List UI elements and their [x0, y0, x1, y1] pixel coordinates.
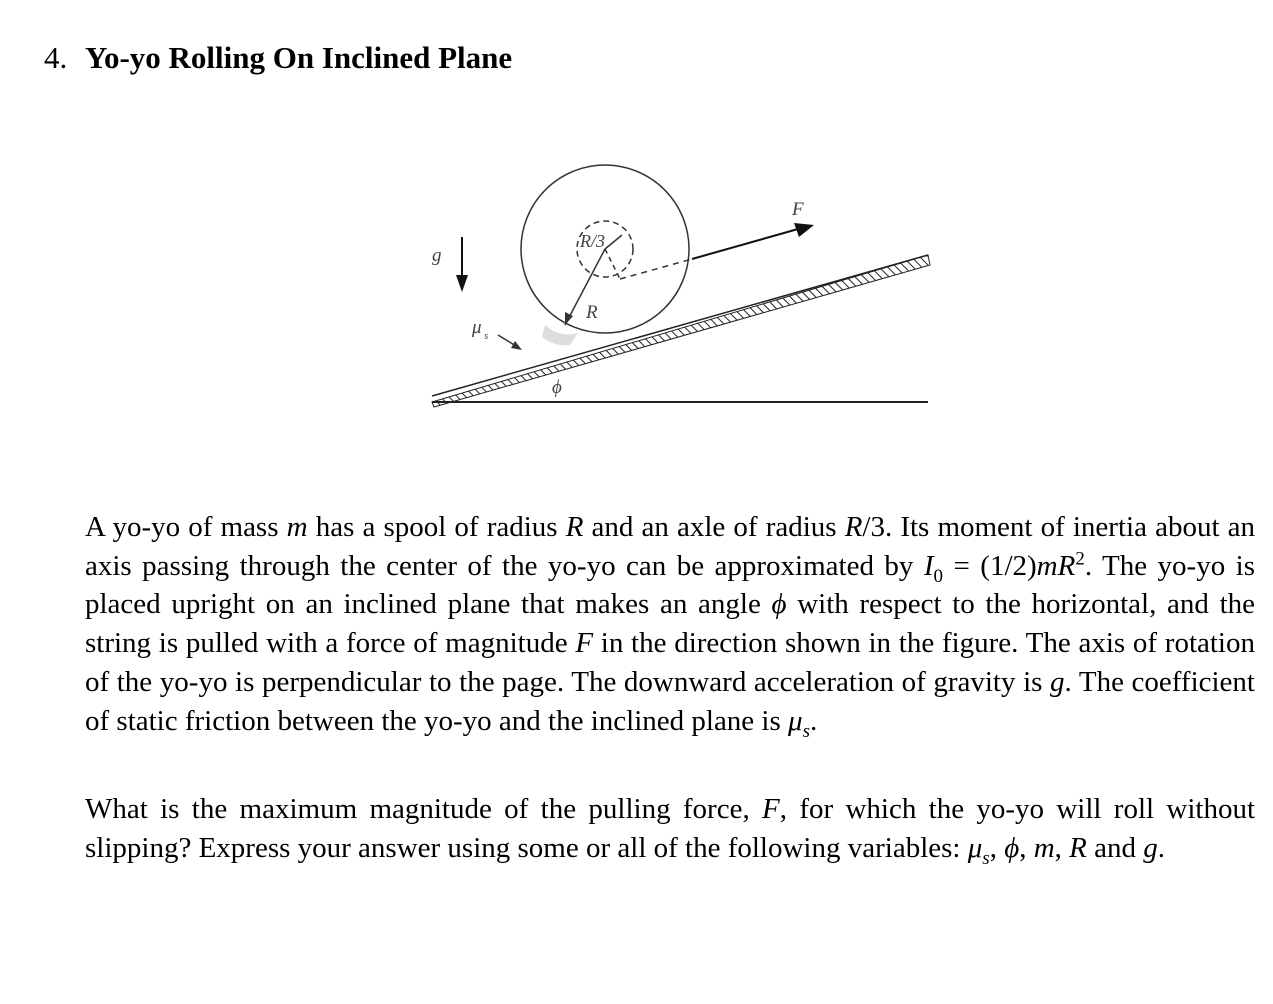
exponent: 2: [1075, 548, 1085, 570]
label-mu-sub: s: [484, 330, 489, 342]
label-r: R: [586, 302, 598, 323]
var-m: m: [1033, 831, 1055, 864]
text-run: ,: [1054, 831, 1070, 864]
figure-svg: [410, 155, 950, 415]
text-run: A yo-yo of mass: [85, 511, 287, 543]
force-arrow: [692, 229, 798, 259]
label-f: F: [792, 199, 804, 220]
label-mu: μ: [472, 317, 482, 338]
text-run: = (1/2): [943, 549, 1037, 582]
var-mr: mR: [1036, 549, 1076, 582]
var-r: R: [565, 511, 584, 543]
var-mu: μ: [788, 704, 803, 737]
var-mu: μ: [967, 831, 983, 864]
var-g: g: [1050, 665, 1065, 698]
contact-shade: [542, 325, 578, 345]
text-run: .: [810, 704, 818, 737]
problem-title: Yo-yo Rolling On Inclined Plane: [85, 40, 513, 75]
problem-paragraph-1: [85, 508, 1255, 740]
text-run: What is the maximum magnitude of the pulling force,: [85, 793, 763, 825]
var-mu-subscript: s: [982, 847, 990, 869]
text-run: with respect to the horizontal, and the string is pulled with a force of magnitude: [85, 588, 1255, 660]
text-run: /3. Its moment of inertia about an axis passing through the center of the yo-yo can be approximated by: [85, 511, 1255, 582]
text-run: and: [1086, 831, 1144, 864]
text-run: . The coefficient of static friction between the yo-yo and the inclined plane is: [85, 665, 1255, 737]
label-phi: ϕ: [552, 377, 562, 398]
text-run: and an axle of radius: [583, 511, 845, 543]
text-run: ,: [989, 831, 1005, 864]
text-run: , for which the yo-yo will roll without slipping? Express your answer using some or all of the following variables:: [85, 793, 1256, 864]
var-phi: ϕ: [1004, 831, 1020, 864]
problem-paragraph-2: [85, 790, 1255, 867]
gravity-arrowhead: [456, 275, 468, 292]
text-run: . The yo-yo is placed upright on an inclined plane that makes an angle: [85, 549, 1255, 621]
label-r3: R/3: [580, 231, 605, 251]
var-i-subscript: 0: [933, 565, 944, 587]
text-run: ,: [1019, 831, 1034, 864]
text-run: .: [1157, 831, 1165, 864]
label-g: g: [432, 245, 442, 266]
friction-pointer-head: [511, 341, 522, 350]
var-f: F: [762, 793, 780, 825]
var-m: m: [286, 511, 308, 543]
var-f: F: [575, 627, 594, 660]
var-r: R: [844, 511, 863, 543]
text-run: has a spool of radius: [307, 511, 566, 543]
force-arrowhead: [794, 223, 814, 237]
problem-heading: [44, 38, 512, 78]
var-r: R: [1069, 831, 1087, 864]
var-i: I: [923, 549, 934, 582]
var-phi: ϕ: [771, 588, 787, 621]
inclined-plane-figure: [410, 155, 950, 415]
var-g: g: [1143, 831, 1158, 864]
var-mu-subscript: s: [802, 720, 810, 742]
problem-number: 4.: [44, 40, 68, 75]
text-run: in the direction shown in the figure. The axis of rotation of the yo-yo is perpendicular to the page. The downward acceleration of gravity is: [85, 627, 1255, 698]
